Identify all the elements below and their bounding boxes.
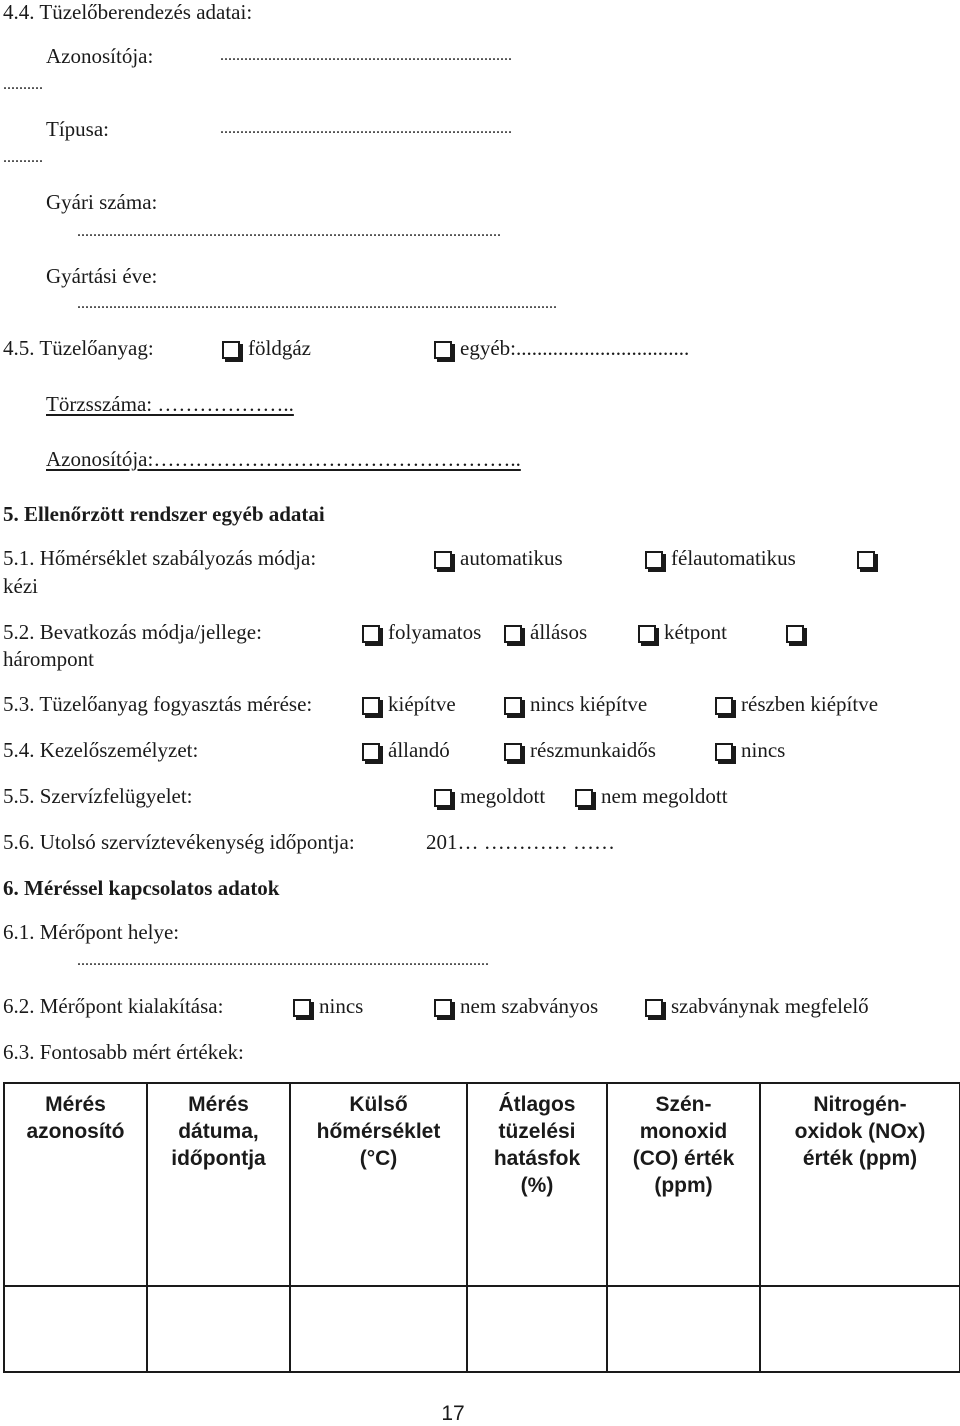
torzsszama-field[interactable]: Törzsszáma: ……………….. — [46, 392, 294, 416]
option-allando-label: állandó — [388, 738, 450, 762]
gyari-szama-field[interactable]: .......................................................................................................... — [77, 223, 501, 240]
header-kulso-homerseklet: Külső hőmérséklet (°C) — [290, 1083, 467, 1286]
checkbox-nem-megoldott[interactable] — [575, 789, 593, 807]
table-row — [4, 1286, 960, 1372]
checkbox-foldgaz[interactable] — [222, 341, 240, 359]
section-4-4-heading: 4.4. Tüzelőberendezés adatai: — [3, 0, 253, 24]
row-5-3-label: 5.3. Tüzelőanyag fogyasztás mérése: — [3, 692, 313, 716]
checkbox-automatikus[interactable] — [434, 551, 452, 569]
row-5-6-label: 5.6. Utolsó szervíztevékenység időpontja: — [3, 830, 355, 854]
header-szen-monoxid: Szén- monoxid (CO) érték (ppm) — [607, 1083, 760, 1286]
option-felautomatikus-label: félautomatikus — [671, 546, 796, 570]
checkbox-nincs-meropont[interactable] — [293, 999, 311, 1017]
checkbox-allando[interactable] — [362, 743, 380, 761]
option-nincs-kezelo-label: nincs — [741, 738, 786, 762]
option-harompont-label: hárompont — [3, 647, 94, 671]
option-folyamatos-label: folyamatos — [388, 620, 482, 644]
checkbox-kiepitve[interactable] — [362, 697, 380, 715]
row-5-4-label: 5.4. Kezelőszemélyzet: — [3, 738, 199, 762]
table-cell[interactable] — [760, 1286, 960, 1372]
option-szabvanynak-megfelelo-label: szabványnak megfelelő — [671, 994, 869, 1018]
option-automatikus-label: automatikus — [460, 546, 563, 570]
header-nitrogen-oxidok: Nitrogén- oxidok (NOx) érték (ppm) — [760, 1083, 960, 1286]
tuzeloanyag-label: 4.5. Tüzelőanyag: — [3, 336, 154, 360]
section-5-heading: 5. Ellenőrzött rendszer egyéb adatai — [3, 502, 325, 526]
table-cell[interactable] — [147, 1286, 290, 1372]
azonositoja-2-field[interactable]: Azonosítója:…………………………………………….. — [46, 447, 521, 471]
checkbox-megoldott[interactable] — [434, 789, 452, 807]
gyartasi-eve-label: Gyártási éve: — [46, 264, 158, 288]
checkbox-kezi[interactable] — [857, 551, 875, 569]
table-cell[interactable] — [290, 1286, 467, 1372]
checkbox-egyeb[interactable] — [434, 341, 452, 359]
table-cell[interactable] — [467, 1286, 607, 1372]
checkbox-nincs-kezelo[interactable] — [715, 743, 733, 761]
option-foldgaz-label: földgáz — [248, 336, 311, 360]
row-6-3-label: 6.3. Fontosabb mért értékek: — [3, 1040, 244, 1064]
header-meres-datuma: Mérés dátuma, időpontja — [147, 1083, 290, 1286]
checkbox-nincs-kiepitve[interactable] — [504, 697, 522, 715]
checkbox-felautomatikus[interactable] — [645, 551, 663, 569]
checkbox-reszben-kiepitve[interactable] — [715, 697, 733, 715]
row-5-5-label: 5.5. Szervízfelügyelet: — [3, 784, 193, 808]
option-nincs-meropont-label: nincs — [319, 994, 364, 1018]
tipusa-label: Típusa: — [46, 117, 109, 141]
table-cell[interactable] — [4, 1286, 147, 1372]
table-cell[interactable] — [607, 1286, 760, 1372]
row-5-1-label: 5.1. Hőmérséklet szabályozás módja: — [3, 546, 317, 570]
gyari-szama-label: Gyári száma: — [46, 190, 158, 214]
checkbox-harompont[interactable] — [786, 625, 804, 643]
option-nem-szabvanyos-label: nem szabványos — [460, 994, 599, 1018]
page-number: 17 — [441, 1402, 465, 1425]
checkbox-allasos[interactable] — [504, 625, 522, 643]
row-6-1-label: 6.1. Mérőpont helye: — [3, 920, 180, 944]
header-meres-azonosito: Mérés azonosító — [4, 1083, 147, 1286]
option-kiepitve-label: kiépítve — [388, 692, 456, 716]
checkbox-folyamatos[interactable] — [362, 625, 380, 643]
section-6-heading: 6. Méréssel kapcsolatos adatok — [3, 876, 280, 900]
option-kezi-label: kézi — [3, 574, 38, 598]
checkbox-nem-szabvanyos[interactable] — [434, 999, 452, 1017]
last-service-date-field[interactable]: 201… ………… …… — [426, 830, 615, 854]
row-5-2-label: 5.2. Bevatkozás módja/jellege: — [3, 620, 262, 644]
option-nincs-kiepitve-label: nincs kiépítve — [530, 692, 648, 716]
checkbox-ketpont[interactable] — [638, 625, 656, 643]
tipusa-field-continuation: .......... — [3, 149, 43, 166]
option-megoldott-label: megoldott — [460, 784, 546, 808]
gyartasi-eve-field[interactable]: ........................................................................................................................ — [77, 295, 557, 312]
header-atlagos-tuzelesi-hatasfok: Átlagos tüzelési hatásfok (%) — [467, 1083, 607, 1286]
checkbox-szabvanynak-megfelelo[interactable] — [645, 999, 663, 1017]
tipusa-field[interactable]: ......................................................................... — [220, 120, 512, 137]
option-reszmunkaidos-label: részmunkaidős — [530, 738, 656, 762]
checkbox-reszmunkaidos[interactable] — [504, 743, 522, 761]
option-ketpont-label: kétpont — [664, 620, 727, 644]
meropont-helye-field[interactable]: ....................................................................................................... — [77, 952, 489, 969]
measurement-table — [3, 1082, 960, 1373]
table-header-row — [4, 1083, 960, 1286]
option-allasos-label: állásos — [530, 620, 588, 644]
azonositoja-field[interactable]: ......................................................................... — [220, 47, 512, 64]
row-6-2-label: 6.2. Mérőpont kialakítása: — [3, 994, 224, 1018]
option-reszben-kiepitve-label: részben kiépítve — [741, 692, 879, 716]
azonositoja-label: Azonosítója: — [46, 44, 154, 68]
option-nem-megoldott-label: nem megoldott — [601, 784, 728, 808]
azonositoja-field-continuation: .......... — [3, 76, 43, 93]
option-egyeb-label[interactable]: egyéb:................................. — [460, 336, 690, 360]
